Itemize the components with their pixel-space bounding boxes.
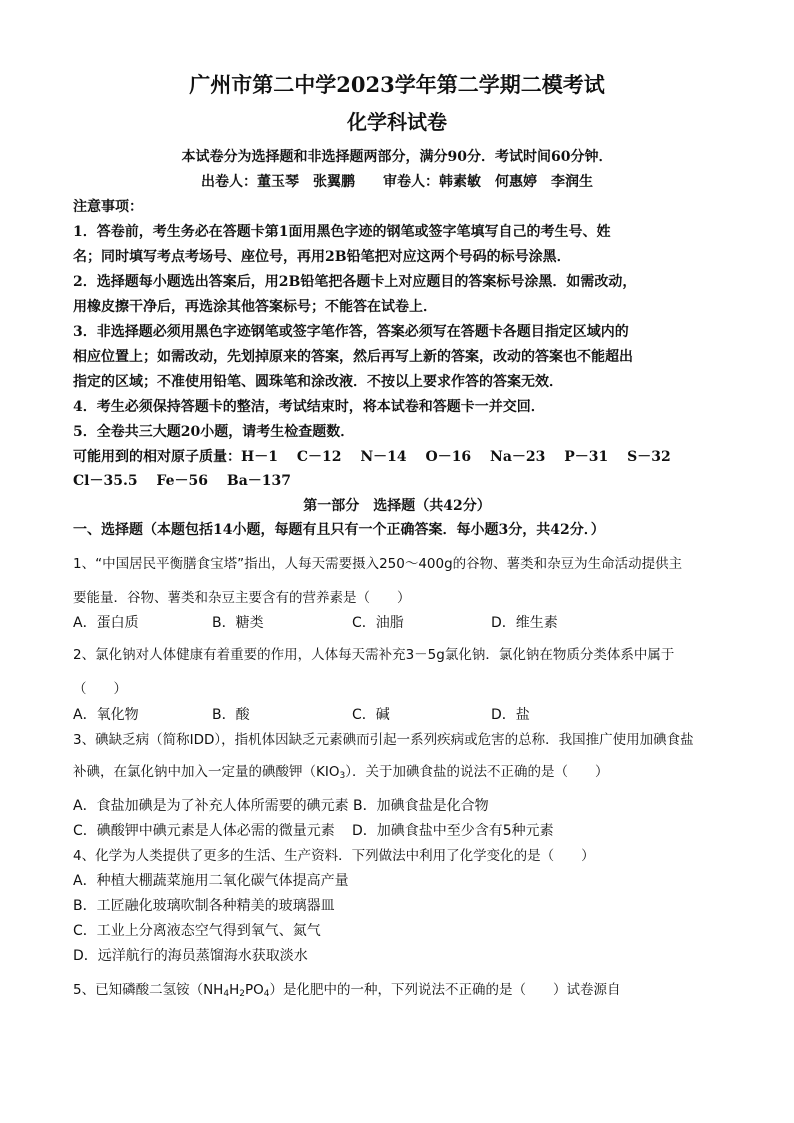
note-line: 相应位置上；如需改动，先划掉原来的答案，然后再写上新的答案，改动的答案也不能超出 [73, 349, 633, 365]
question-5-stem: 5、已知磷酸二氢铵$(NH_4H_2PO_4)$是化肥中的一种，下列说法不正确的是（ ）试卷源自 [73, 982, 621, 999]
note-line: 用橡皮擦干净后，再选涂其他答案标号；不能答在试卷上． [73, 299, 437, 315]
exam-info: 本试卷分为选择题和非选择题两部分，满分90分．考试时间60分钟． [181, 149, 613, 165]
question-3-option-c: C．碘酸钾中碘元素是人体必需的微量元素 [73, 823, 335, 839]
note-line: 5．全卷共三大题20小题，请考生检查题数． [73, 424, 355, 440]
question-1-option-d: D．维生素 [491, 615, 558, 631]
question-4-stem: 4、化学为人类提供了更多的生活、生产资料．下列做法中利用了化学变化的是（ ） [73, 848, 595, 864]
question-4-option-a: A．种植大棚蔬菜施用二氧化碳气体提高产量 [73, 873, 349, 889]
question-4-option-c: C．工业上分离液态空气得到氧气、氮气 [73, 923, 321, 939]
question-4-option-d: D．远洋航行的海员蒸馏海水获取淡水 [73, 948, 308, 964]
exam-title: 广州市第二中学2023学年第二学期二模考试 [189, 72, 605, 97]
question-3-stem: 3、碘缺乏病（简称IDD），指机体因缺乏元素碘而引起一系列疾病或危害的总称．我国推广使用加碘食盐 [73, 732, 694, 748]
question-1-stem-cont: 要能量．谷物、薯类和杂豆主要含有的营养素是（ ） [73, 590, 411, 606]
exam-subtitle: 化学科试卷 [347, 110, 447, 134]
notes-heading: 注意事项： [73, 199, 143, 215]
question-2-stem: 2、氯化钠对人体健康有着重要的作用，人体每天需补充3－5g氯化钠．氯化钠在物质分类体系中属于 [73, 647, 675, 663]
question-2-option-b: B．酸 [212, 707, 250, 723]
question-1-option-b: B．糖类 [212, 615, 264, 631]
question-3-option-ab: A．食盐加碘是为了补充人体所需要的碘元素 B．加碘食盐是化合物 [73, 798, 489, 814]
exam-authors: 出卷人：董玉琴 张翼鹏 审卷人：韩素敏 何惠婷 李润生 [201, 174, 593, 190]
question-2-option-a: A．氧化物 [73, 707, 139, 723]
question-3-stem-cont: 补碘，在氯化钠中加入一定量的碘酸钾$(KIO_3)$．关于加碘食盐的说法不正确的是（ ） [73, 764, 609, 781]
question-3-option-d: D．加碘食盐中至少含有5种元素 [352, 823, 554, 839]
note-line: 3．非选择题必须用黑色字迹钢笔或签字笔作答，答案必须写在答题卡各题目指定区域内的 [73, 324, 629, 340]
note-line: 名；同时填写考点考场号、座位号，再用2B铅笔把对应这两个号码的标号涂黑． [73, 249, 571, 265]
question-2-stem-cont: （ ） [73, 681, 127, 697]
note-line: 2．选择题每小题选出答案后，用2B铅笔把各题卡上对应题目的答案标号涂黑．如需改动， [73, 274, 637, 290]
question-2-option-c: C．碱 [352, 707, 390, 723]
atomic-mass-line: Cl－35.5 Fe－56 Ba－137 [73, 473, 291, 489]
question-2-option-d: D．盐 [491, 707, 530, 723]
question-1-option-a: A．蛋白质 [73, 615, 139, 631]
atomic-mass-line: 可能用到的相对原子质量：H－1 C－12 N－14 O－16 Na－23 P－31 S－32 [73, 449, 671, 465]
note-line: 1．答卷前，考生务必在答题卡第1面用黑色字迹的钢笔或签字笔填写自己的考生号、姓 [73, 224, 611, 240]
question-1-option-c: C．油脂 [352, 615, 404, 631]
question-1-stem: 1、“中国居民平衡膳食宝塔”指出，人每天需要摄入250～400g的谷物、薯类和杂豆为生命活动提供主 [73, 556, 683, 572]
note-line: 4．考生必须保持答题卡的整洁，考试结束时，将本试卷和答题卡一并交回． [73, 399, 545, 415]
section-title: 第一部分 选择题（共42分） [303, 498, 491, 514]
note-line: 指定的区域；不准使用铅笔、圆珠笔和涂改液．不按以上要求作答的答案无效． [73, 374, 563, 390]
section-instruction: 一、选择题（本题包括14小题，每题有且只有一个正确答案．每小题3分，共42分．） [73, 522, 605, 538]
question-4-option-b: B．工匠融化玻璃吹制各种精美的玻璃器皿 [73, 898, 335, 914]
